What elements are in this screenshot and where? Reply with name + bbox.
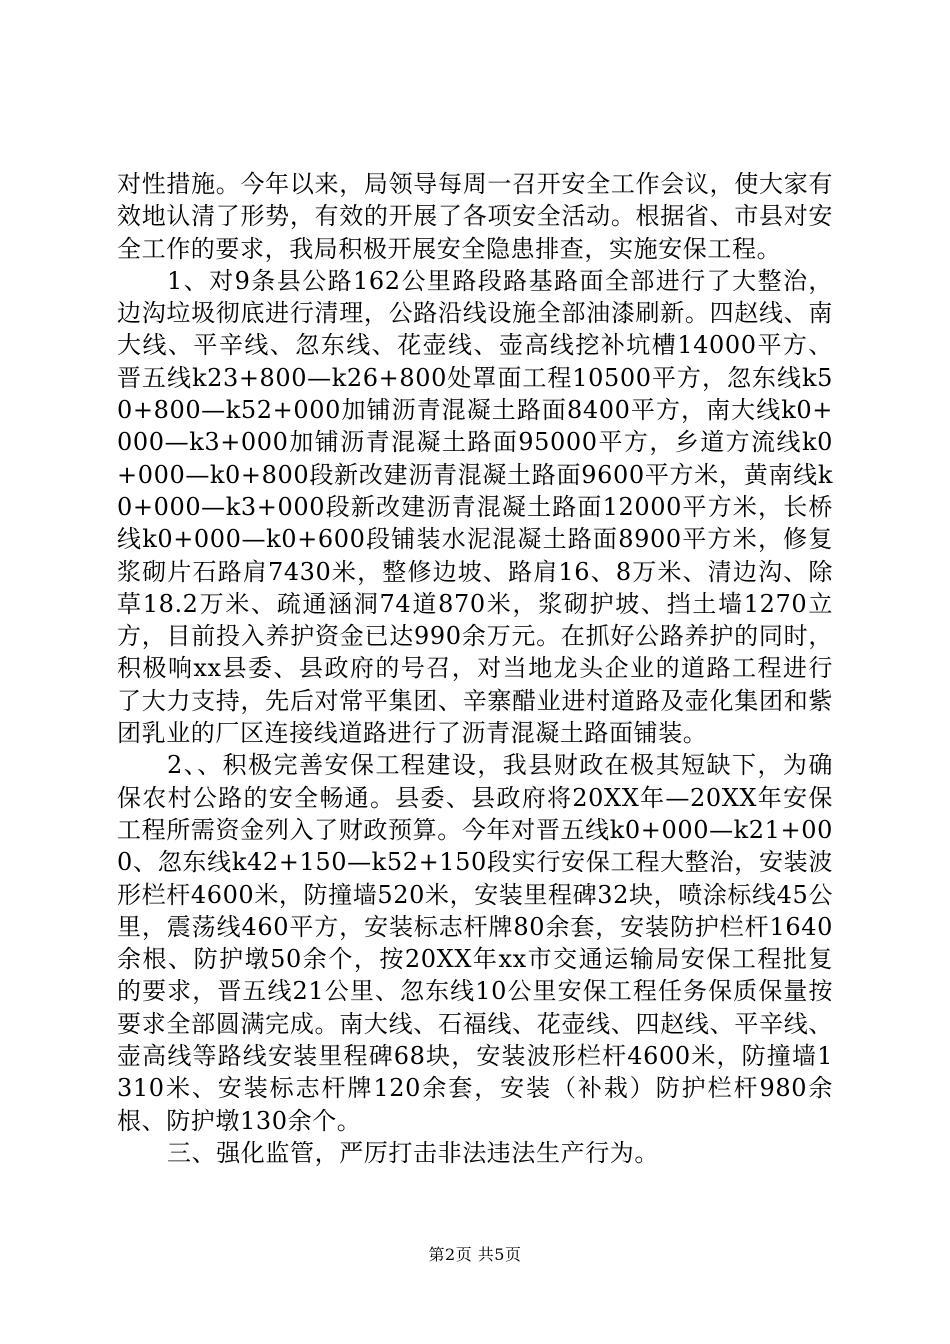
paragraph-item-2: 2、、积极完善安保工程建设，我县财政在极其短缺下，为确保农村公路的安全畅通。县委、县政府将20XX年—20XX年安保工程所需资金列入了财政预算。今年对晋五线k0+000—k21+000、忽东线k42+150—k52+150段实行安保工程大整治，安装波形栏杆4600米，防撞墙520米，安装里程碑32块，喷涂标线45公里，震荡线460平方，安装标志杆牌80余套，安装防护栏杆1640余根、防护墩50余个，按20XX年xx市交通运输局安保工程批复的要求，晋五线21公里、忽东线10公里安保工程任务保质保量按要求全部圆满完成。南大线、石福线、花壶线、四赵线、平辛线、壶高线等路线安装里程碑68块，安装波形栏杆4600米，防撞墙1310米、安装标志杆牌120余套，安装（补栽）防护栏杆980余根、防护墩130余个。 bbox=[117, 751, 833, 1135]
page-number-footer: 第2页 共5页 bbox=[428, 1245, 522, 1264]
document-body bbox=[117, 168, 833, 1169]
paragraph-intro: 对性措施。今年以来，局领导每周一召开安全工作会议，使大家有效地认清了形势，有效的开展了各项安全活动。根据省、市县对安全工作的要求，我局积极开展安全隐患排查，实施安保工程。 bbox=[117, 170, 833, 263]
section-heading-3: 三、强化监管，严厉打击非法违法生产行为。 bbox=[167, 1138, 659, 1167]
paragraph-item-1: 1、对9条县公路162公里路段路基路面全部进行了大整治，边沟垃圾彻底进行清理，公路沿线设施全部油漆刷新。四赵线、南大线、平辛线、忽东线、花壶线、壶高线挖补坑槽14000平方、晋五线k23+800—k26+800处罩面工程10500平方，忽东线k50+800—k52+000加铺沥青混凝土路面8400平方，南大线k0+000—k3+000加铺沥青混凝土路面95000平方，乡道方流线k0+000—k0+800段新改建沥青混凝土路面9600平方米，黄南线k0+000—k3+000段新改建沥青混凝土路面12000平方米，长桥线k0+000—k0+600段铺装水泥混凝土路面8900平方米，修复浆砌片石路肩7430米，整修边坡、路肩16、8万米、清边沟、除草18.2万米、疏通涵洞74道870米，浆砌护坡、挡土墙1270立方，目前投入养护资金已达990余万元。在抓好公路养护的同时，积极响xx县委、县政府的号召，对当地龙头企业的道路工程进行了大力支持，先后对常平集团、辛寨醋业进村道路及壶化集团和紫团乳业的厂区连接线道路进行了沥青混凝土路面铺装。 bbox=[117, 266, 833, 748]
